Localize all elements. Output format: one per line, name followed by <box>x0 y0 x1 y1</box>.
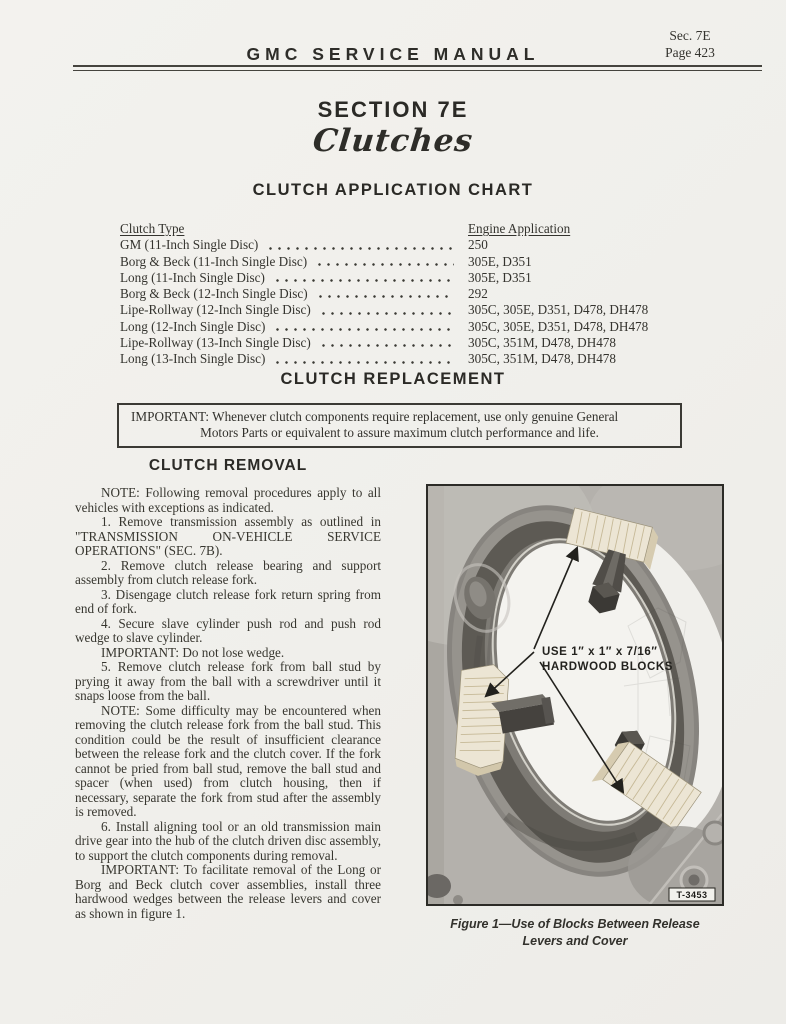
dot-leader <box>273 360 454 365</box>
engine-application-cell: 305E, D351 <box>468 253 532 269</box>
engine-application-cell: 305C, 305E, D351, D478, DH478 <box>468 318 649 334</box>
table-row <box>120 237 716 253</box>
body-paragraph: IMPORTANT: To facilitate removal of the Long or Borg and Beck clutch cover assemblies, install three hardwood wedges between the release levers and cover as shown in figure 1. <box>75 862 381 921</box>
clutch-type-cell: GM (11-Inch Single Disc) <box>120 237 259 253</box>
dot-leader <box>319 343 454 348</box>
caption-line-1: Figure 1—Use of Blocks Between Release <box>450 917 700 931</box>
dot-leader <box>315 262 454 267</box>
removal-heading: CLUTCH REMOVAL <box>148 457 308 474</box>
chart-rows <box>120 237 716 367</box>
clutch-type-cell: Borg & Beck (11-Inch Single Disc) <box>120 253 308 269</box>
section-ref: Sec. 7E <box>669 28 711 43</box>
column-header-engine-application: Engine Application <box>468 221 571 236</box>
header-rule <box>73 65 762 71</box>
application-chart <box>120 221 716 368</box>
clutch-type-cell: Long (13-Inch Single Disc) <box>120 351 266 367</box>
engine-application-cell: 292 <box>468 286 488 302</box>
dot-leader <box>316 294 454 299</box>
engine-application-cell: 305C, 351M, D478, DH478 <box>468 351 616 367</box>
table-row <box>120 286 716 302</box>
body-paragraph: NOTE: Some difficulty may be encountered when removing the clutch release fork from the ball stud. This condition could be the result of insufficient clearance between the release fork and the clutch cover. If the fork cannot be pried from ball stud, remove the ball stud and spacer (when used) from clutch housing, then if necessary, separate the fork from stud after the assembly is removed. <box>75 702 381 819</box>
dot-leader <box>319 311 454 316</box>
body-paragraph: 3. Disengage clutch release fork return spring from end of fork. <box>75 586 381 616</box>
body-paragraph: 4. Secure slave cylinder push rod and push rod wedge to slave cylinder. <box>75 615 381 645</box>
table-row <box>120 335 716 351</box>
removal-text-column <box>75 486 381 921</box>
clutch-type-cell: Lipe-Rollway (13-Inch Single Disc) <box>120 335 311 351</box>
body-paragraph: 6. Install aligning tool or an old transmission main drive gear into the hub of the clutch driven disc assembly, to support the clutch components during removal. <box>75 818 381 863</box>
body-paragraph: 2. Remove clutch release bearing and support assembly from clutch release fork. <box>75 557 381 587</box>
table-row <box>120 302 716 318</box>
clutch-type-cell: Lipe-Rollway (12-Inch Single Disc) <box>120 302 311 318</box>
bolt-boss <box>704 822 722 844</box>
engine-application-cell: 305C, 305E, D351, D478, DH478 <box>468 302 649 318</box>
page-reference <box>634 27 746 61</box>
table-row <box>120 351 716 367</box>
clutch-photo <box>428 486 722 904</box>
photo-id: T-3453 <box>676 890 708 900</box>
callout-label-line2: HARDWOOD BLOCKS <box>542 661 674 673</box>
body-paragraph: 1. Remove transmission assembly as outlined in "TRANSMISSION ON-VEHICLE SERVICE OPERATIONS" (SEC. 7B). <box>75 514 381 558</box>
figure-1-frame <box>426 484 724 906</box>
body-paragraph: NOTE: Following removal procedures apply to all vehicles with exceptions as indicated. <box>75 485 381 515</box>
table-header-row <box>120 221 716 237</box>
clutch-type-cell: Borg & Beck (12-Inch Single Disc) <box>120 286 308 302</box>
page-number: Page 423 <box>665 45 715 60</box>
important-line-1: IMPORTANT: Whenever clutch components require replacement, use only genuine General <box>131 409 619 424</box>
chart-heading: CLUTCH APPLICATION CHART <box>252 181 534 199</box>
engine-application-cell: 250 <box>468 237 488 253</box>
clutch-type-cell: Long (11-Inch Single Disc) <box>120 269 265 285</box>
table-row <box>120 254 716 270</box>
dot-leader <box>273 327 454 332</box>
dot-leader <box>266 246 454 251</box>
page-title: GMC SERVICE MANUAL <box>246 44 540 64</box>
important-line-2: Motors Parts or equivalent to assure maximum clutch performance and life. <box>200 425 599 440</box>
caption-line-2: Levers and Cover <box>522 934 628 948</box>
engine-application-cell: 305C, 351M, D478, DH478 <box>468 335 616 351</box>
body-paragraph: IMPORTANT: Do not lose wedge. <box>101 644 285 660</box>
figure-1-caption <box>426 916 724 950</box>
replacement-heading: CLUTCH REPLACEMENT <box>280 370 506 388</box>
table-row <box>120 319 716 335</box>
body-paragraph: 5. Remove clutch release fork from ball stud by prying it away from the ball with a screwdriver until it snaps loose from the ball. <box>75 659 381 703</box>
column-header-clutch-type: Clutch Type <box>120 221 185 236</box>
section-subtitle: Clutches <box>311 123 475 159</box>
section-title: SECTION 7E <box>317 97 469 122</box>
engine-application-cell: 305E, D351 <box>468 269 532 285</box>
clutch-type-cell: Long (12-Inch Single Disc) <box>120 318 266 334</box>
dot-leader <box>273 278 454 283</box>
callout-label-line1: USE 1″ x 1″ x 7/16″ <box>542 646 658 658</box>
table-row <box>120 270 716 286</box>
important-notice-box <box>117 403 682 448</box>
